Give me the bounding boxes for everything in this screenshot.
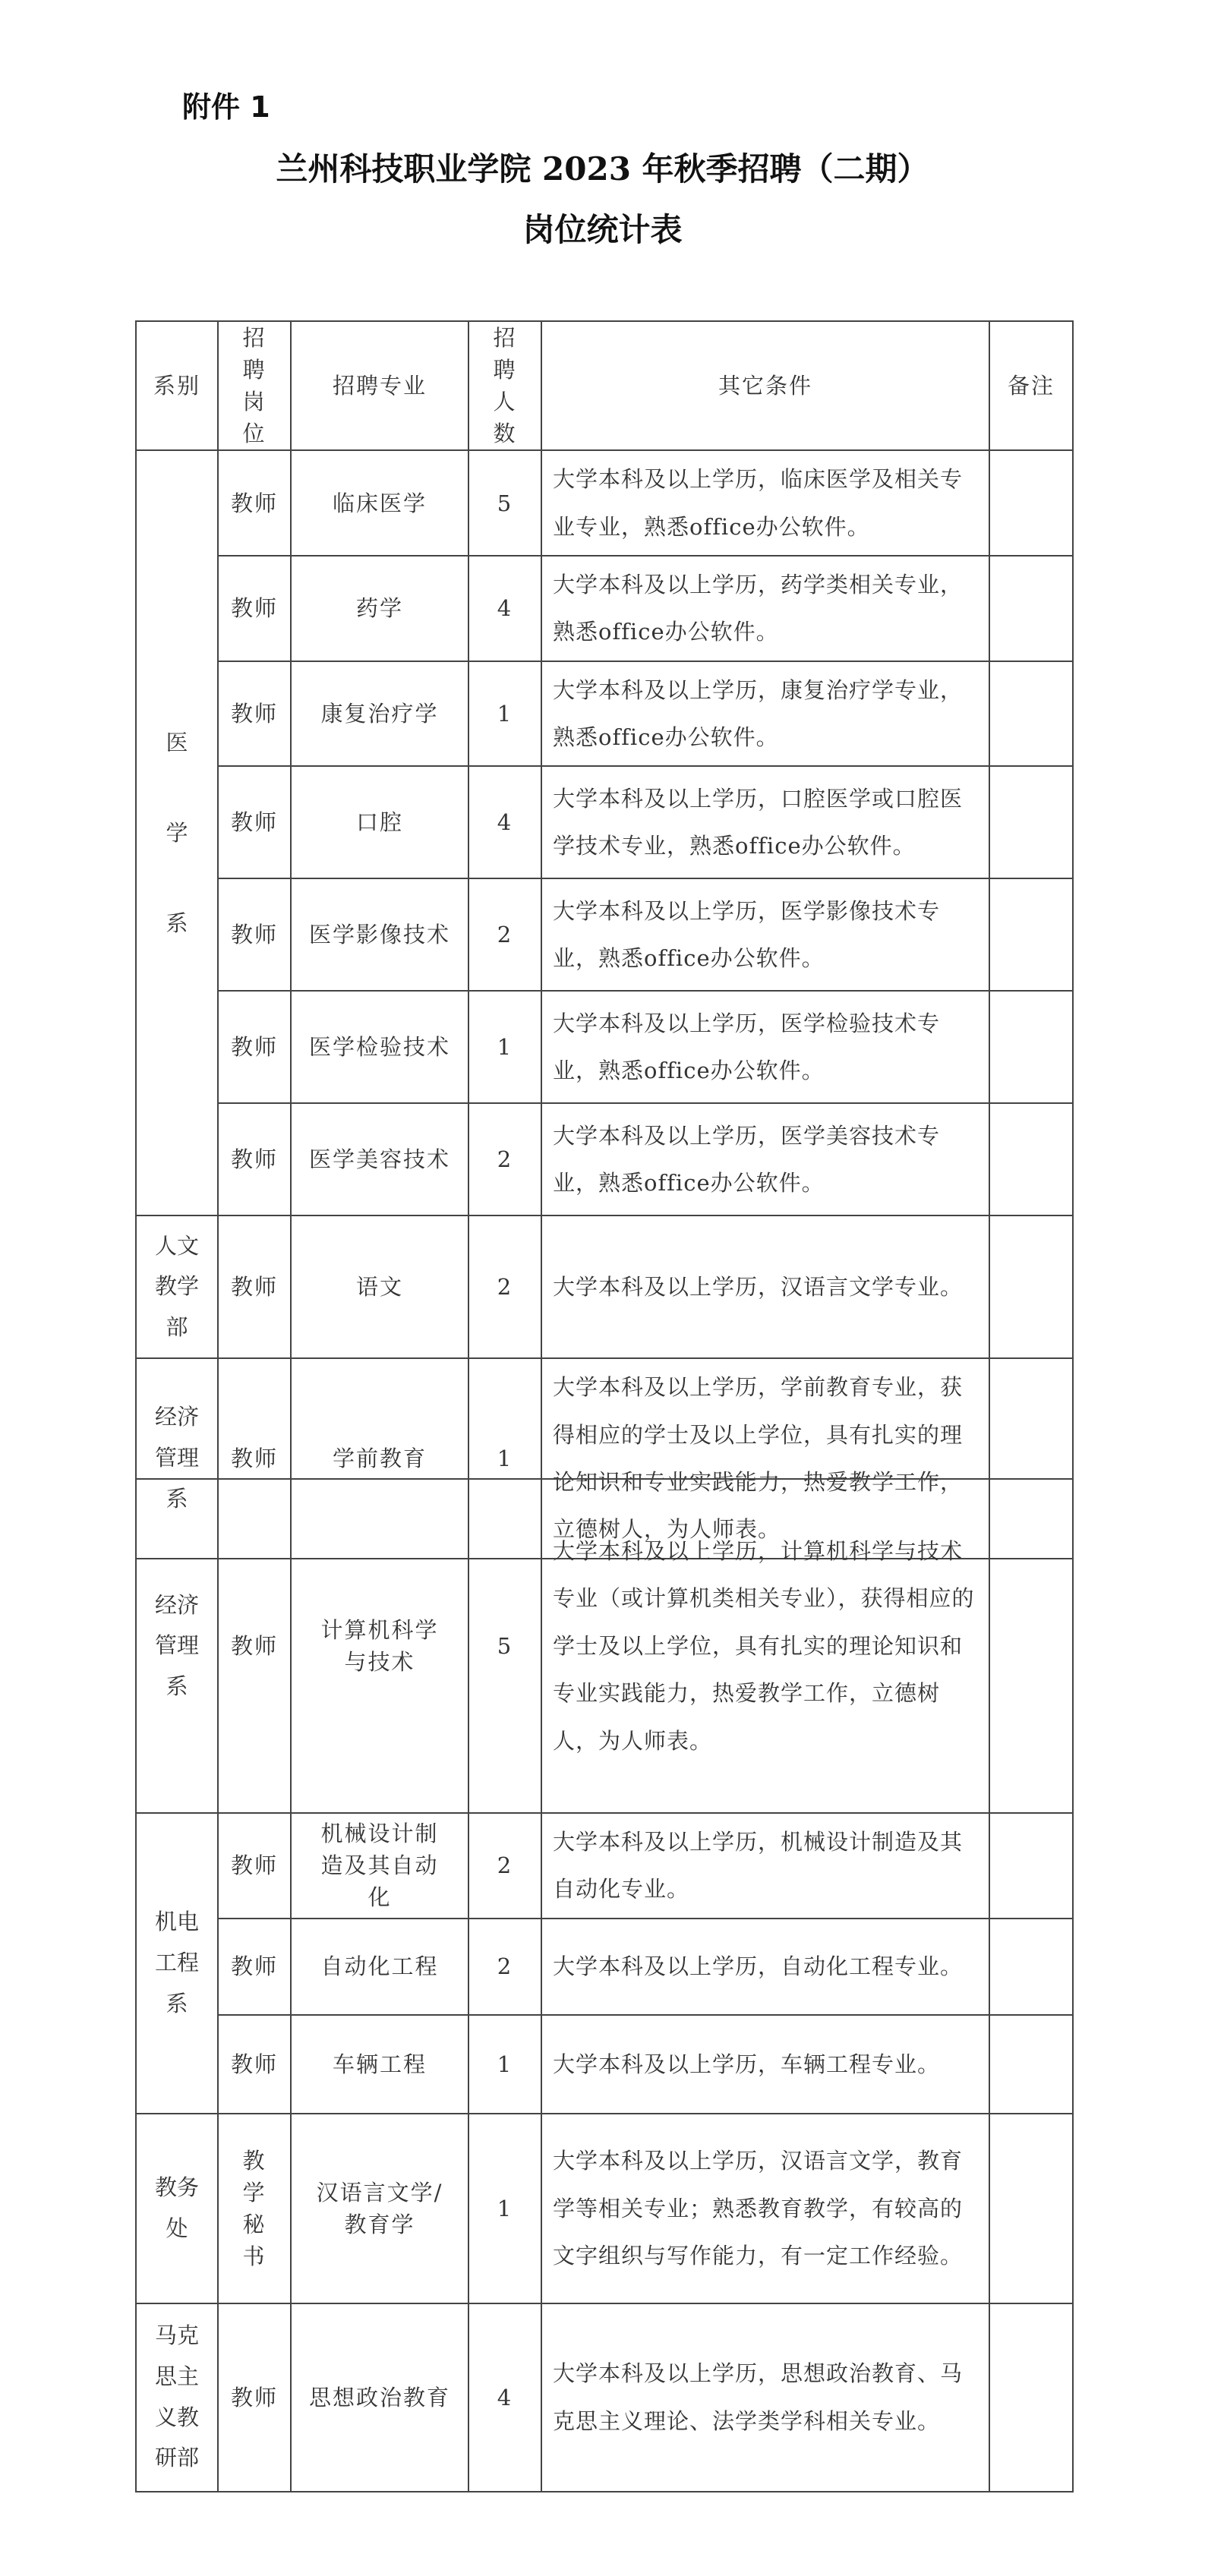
position-cell: 教师 — [218, 661, 291, 767]
major-cell: 药学 — [291, 556, 468, 661]
count-cell: 2 — [468, 1215, 541, 1358]
count-cell: 2 — [468, 1919, 541, 2015]
major-cell: 医学检验技术 — [291, 991, 468, 1103]
recruitment-table-part2 — [135, 1478, 1074, 2492]
department-cell — [136, 2114, 218, 2303]
header-position — [218, 321, 291, 450]
count-cell: 2 — [468, 878, 541, 991]
major-text: 计算机科学与技术 — [320, 1616, 439, 1675]
document-subtitle: 岗位统计表 — [522, 211, 683, 248]
major-cell — [291, 1479, 468, 1813]
count-cell: 2 — [468, 1103, 541, 1215]
department-name: 经济管理系 — [154, 1404, 199, 1512]
conditions-cell: 大学本科及以上学历，计算机科学与技术专业（或计算机类相关专业），获得相应的学士及以上学位，具有扎实的理论知识和专业实践能力，热爱教学工作，立德树人，为人师表。 — [541, 1479, 989, 1813]
count-cell: 1 — [468, 2114, 541, 2303]
header-conditions: 其它条件 — [541, 321, 989, 450]
count-cell: 1 — [468, 661, 541, 767]
major-cell: 医学美容技术 — [291, 1103, 468, 1215]
header-position-text: 招聘岗位 — [242, 325, 267, 447]
conditions-cell: 大学本科及以上学历，汉语言文学专业。 — [541, 1215, 989, 1358]
department-cell — [136, 1813, 218, 2114]
conditions-cell: 大学本科及以上学历，思想政治教育、马克思主义理论、法学类学科相关专业。 — [541, 2303, 989, 2492]
major-cell — [291, 2114, 468, 2303]
conditions-cell: 大学本科及以上学历，药学类相关专业，熟悉office办公软件。 — [541, 556, 989, 661]
major-cell: 学前教育 — [291, 1358, 468, 1558]
table-row — [136, 766, 1073, 878]
notes-cell — [989, 1479, 1073, 1813]
document-title: 兰州科技职业学院 2023 年秋季招聘（二期） — [276, 150, 929, 188]
notes-cell — [989, 1813, 1073, 1919]
header-count-text: 招聘人数 — [493, 325, 517, 447]
conditions-cell: 大学本科及以上学历，医学影像技术专业，熟悉office办公软件。 — [541, 878, 989, 991]
conditions-cell: 大学本科及以上学历，机械设计制造及其自动化专业。 — [541, 1813, 989, 1919]
position-cell: 教师 — [218, 2303, 291, 2492]
notes-cell — [989, 2303, 1073, 2492]
count-cell: 5 — [468, 1479, 541, 1813]
position-cell: 教师 — [218, 2015, 291, 2114]
notes-cell — [989, 1215, 1073, 1358]
position-cell: 教师 — [218, 1479, 291, 1813]
position-cell: 教师 — [218, 556, 291, 661]
department-name: 医学系 — [166, 729, 188, 936]
notes-cell — [989, 878, 1073, 991]
position-text: 教学秘书 — [242, 2147, 267, 2269]
major-cell: 自动化工程 — [291, 1919, 468, 2015]
count-cell: 4 — [468, 2303, 541, 2492]
table-row — [136, 991, 1073, 1103]
department-cell — [136, 1479, 218, 1813]
position-cell: 教师 — [218, 1919, 291, 2015]
table-row — [136, 1813, 1073, 1919]
major-cell — [291, 1813, 468, 1919]
attachment-label: 附件 1 — [182, 90, 270, 124]
conditions-cell: 大学本科及以上学历，口腔医学或口腔医学技术专业，熟悉office办公软件。 — [541, 766, 989, 878]
major-text: 机械设计制造及其自动化 — [320, 1821, 439, 1911]
table-row — [136, 450, 1073, 556]
count-cell: 5 — [468, 450, 541, 556]
conditions-cell: 大学本科及以上学历，医学检验技术专业，熟悉office办公软件。 — [541, 991, 989, 1103]
header-notes: 备注 — [989, 321, 1073, 450]
conditions-cell: 大学本科及以上学历，汉语言文学，教育学等相关专业；熟悉教育教学，有较高的文字组织与写作能力，有一定工作经验。 — [541, 2114, 989, 2303]
department-cell — [136, 450, 218, 1215]
recruitment-table-part1 — [135, 320, 1074, 1559]
notes-cell — [989, 450, 1073, 556]
position-cell: 教师 — [218, 450, 291, 556]
notes-cell — [989, 1919, 1073, 2015]
major-cell: 医学影像技术 — [291, 878, 468, 991]
conditions-cell: 大学本科及以上学历，医学美容技术专业，熟悉office办公软件。 — [541, 1103, 989, 1215]
major-cell: 口腔 — [291, 766, 468, 878]
major-cell: 语文 — [291, 1215, 468, 1358]
table-header-row — [136, 321, 1073, 450]
table-row — [136, 2114, 1073, 2303]
conditions-cell: 大学本科及以上学历，自动化工程专业。 — [541, 1919, 989, 2015]
count-cell: 4 — [468, 766, 541, 878]
count-cell: 4 — [468, 556, 541, 661]
table-row — [136, 2015, 1073, 2114]
department-name: 人文教学部 — [154, 1232, 199, 1341]
count-cell: 2 — [468, 1813, 541, 1919]
notes-cell — [989, 991, 1073, 1103]
notes-cell — [989, 2015, 1073, 2114]
major-cell: 车辆工程 — [291, 2015, 468, 2114]
position-cell: 教师 — [218, 878, 291, 991]
conditions-cell: 大学本科及以上学历，康复治疗学专业，熟悉office办公软件。 — [541, 661, 989, 767]
major-cell: 思想政治教育 — [291, 2303, 468, 2492]
table-row — [136, 2303, 1073, 2492]
department-name: 马克思主义教研部 — [154, 2322, 199, 2471]
position-cell — [218, 2114, 291, 2303]
position-cell: 教师 — [218, 1813, 291, 1919]
position-cell: 教师 — [218, 1103, 291, 1215]
notes-cell — [989, 556, 1073, 661]
table-row — [136, 1103, 1073, 1215]
count-cell: 1 — [468, 1358, 541, 1558]
count-cell: 1 — [468, 991, 541, 1103]
department-name: 经济管理系 — [154, 1591, 199, 1699]
conditions-cell: 大学本科及以上学历，车辆工程专业。 — [541, 2015, 989, 2114]
table-row — [136, 1919, 1073, 2015]
table-row — [136, 1479, 1073, 1813]
header-count — [468, 321, 541, 450]
department-cell — [136, 1215, 218, 1358]
header-department: 系别 — [136, 321, 218, 450]
position-cell: 教师 — [218, 1215, 291, 1358]
notes-cell — [989, 661, 1073, 767]
header-major: 招聘专业 — [291, 321, 468, 450]
notes-cell — [989, 766, 1073, 878]
count-cell: 1 — [468, 2015, 541, 2114]
table-row — [136, 661, 1073, 767]
major-text: 汉语言文学/教育学 — [316, 2179, 443, 2237]
position-cell: 教师 — [218, 991, 291, 1103]
table-row — [136, 878, 1073, 991]
conditions-cell: 大学本科及以上学历，临床医学及相关专业专业，熟悉office办公软件。 — [541, 450, 989, 556]
table-row — [136, 556, 1073, 661]
position-cell: 教师 — [218, 1358, 291, 1558]
department-name: 教务处 — [154, 2174, 199, 2241]
position-cell: 教师 — [218, 766, 291, 878]
table-row — [136, 1215, 1073, 1358]
notes-cell — [989, 2114, 1073, 2303]
major-cell: 临床医学 — [291, 450, 468, 556]
department-name: 机电工程系 — [154, 1909, 199, 2016]
major-cell: 康复治疗学 — [291, 661, 468, 767]
department-cell — [136, 2303, 218, 2492]
notes-cell — [989, 1103, 1073, 1215]
conditions-cell: 大学本科及以上学历，学前教育专业，获得相应的学士及以上学位，具有扎实的理论知识和专业实践能力，热爱教学工作，立德树人，为人师表。 — [541, 1358, 989, 1558]
